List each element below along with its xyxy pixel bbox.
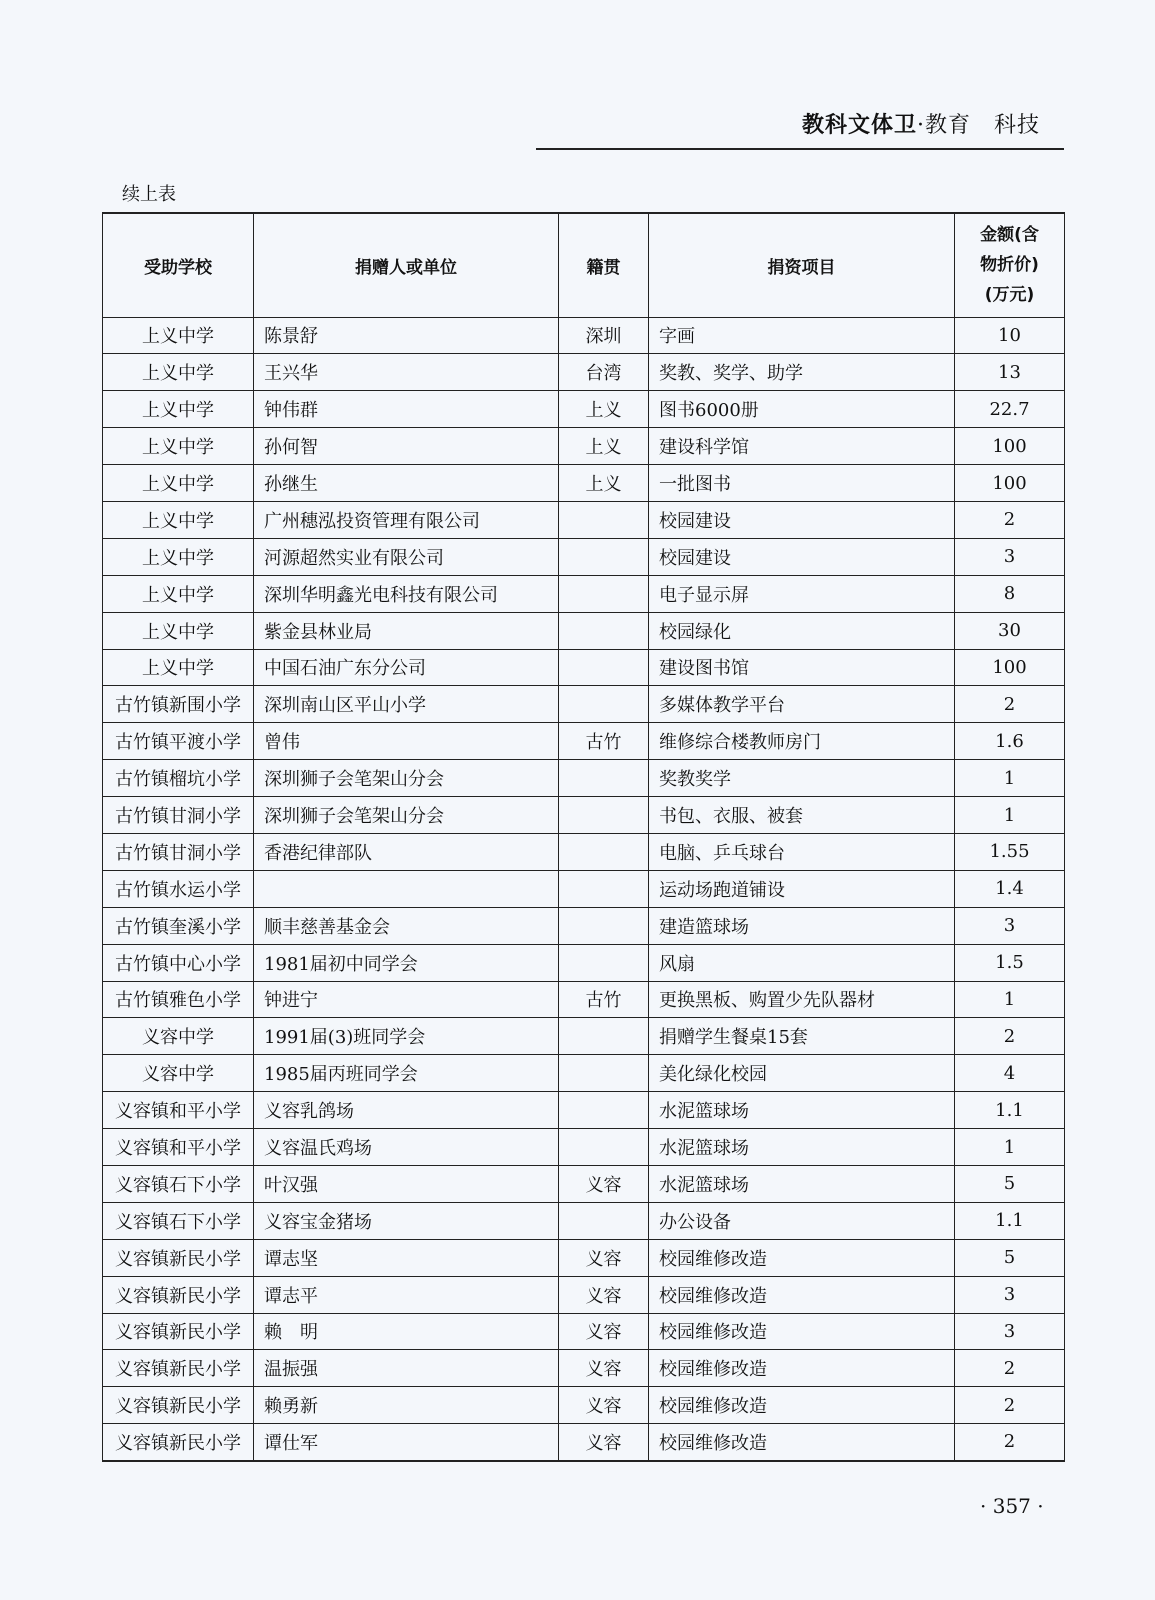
- cell-donor: 深圳狮子会笔架山分会: [254, 797, 559, 834]
- cell-donor: 中国石油广东分公司: [254, 649, 559, 686]
- cell-donor: 香港纪律部队: [254, 833, 559, 870]
- cell-amount: 1.55: [955, 833, 1065, 870]
- table-row: [103, 1424, 1065, 1461]
- cell-school: 上义中学: [103, 428, 254, 465]
- cell-origin: 义容: [559, 1387, 649, 1424]
- table-row: [103, 1239, 1065, 1276]
- cell-project: 美化绿化校园: [649, 1055, 955, 1092]
- cell-amount: 2: [955, 501, 1065, 538]
- cell-origin: [559, 501, 649, 538]
- cell-donor: 钟伟群: [254, 391, 559, 428]
- cell-project: 电脑、乒乓球台: [649, 833, 955, 870]
- cell-school: 上义中学: [103, 575, 254, 612]
- cell-school: 古竹镇甘洞小学: [103, 833, 254, 870]
- table-row: [103, 1350, 1065, 1387]
- table-row: [103, 1202, 1065, 1239]
- cell-donor: 谭仕军: [254, 1424, 559, 1461]
- cell-project: 捐赠学生餐桌15套: [649, 1018, 955, 1055]
- cell-origin: [559, 944, 649, 981]
- cell-school: 义容中学: [103, 1055, 254, 1092]
- cell-amount: 1.1: [955, 1092, 1065, 1129]
- header-separator: ·: [916, 113, 925, 138]
- cell-amount: 2: [955, 1424, 1065, 1461]
- cell-amount: 2: [955, 1018, 1065, 1055]
- cell-amount: 22.7: [955, 391, 1065, 428]
- table-row: [103, 1092, 1065, 1129]
- cell-school: 上义中学: [103, 501, 254, 538]
- cell-origin: 古竹: [559, 723, 649, 760]
- cell-origin: 深圳: [559, 317, 649, 354]
- cell-project: 校园维修改造: [649, 1239, 955, 1276]
- cell-project: 建设科学馆: [649, 428, 955, 465]
- cell-school: 义容镇新民小学: [103, 1387, 254, 1424]
- cell-amount: 3: [955, 538, 1065, 575]
- cell-donor: 孙何智: [254, 428, 559, 465]
- cell-project: 电子显示屏: [649, 575, 955, 612]
- cell-school: 上义中学: [103, 538, 254, 575]
- cell-donor: 赖勇新: [254, 1387, 559, 1424]
- cell-origin: [559, 1055, 649, 1092]
- cell-project: 风扇: [649, 944, 955, 981]
- cell-origin: 义容: [559, 1276, 649, 1313]
- cell-amount: 10: [955, 317, 1065, 354]
- cell-donor: 叶汉强: [254, 1165, 559, 1202]
- table-row: [103, 575, 1065, 612]
- table-row: [103, 1129, 1065, 1166]
- cell-school: 上义中学: [103, 649, 254, 686]
- cell-project: 运动场跑道铺设: [649, 870, 955, 907]
- table-row: [103, 833, 1065, 870]
- table-row: [103, 1313, 1065, 1350]
- cell-school: 上义中学: [103, 391, 254, 428]
- page-number: · 357 ·: [980, 1494, 1044, 1518]
- cell-donor: 顺丰慈善基金会: [254, 907, 559, 944]
- amount-header-line: (万元): [984, 285, 1035, 306]
- cell-project: 校园绿化: [649, 612, 955, 649]
- header-section: 教科文体卫: [801, 113, 917, 138]
- cell-origin: [559, 1092, 649, 1129]
- cell-school: 上义中学: [103, 465, 254, 502]
- cell-origin: [559, 870, 649, 907]
- continued-label: 续上表: [122, 184, 176, 205]
- cell-project: 校园维修改造: [649, 1313, 955, 1350]
- cell-amount: 100: [955, 649, 1065, 686]
- cell-amount: 30: [955, 612, 1065, 649]
- cell-project: 办公设备: [649, 1202, 955, 1239]
- cell-donor: [254, 870, 559, 907]
- amount-header-line: 物折价): [980, 255, 1039, 276]
- cell-school: 上义中学: [103, 317, 254, 354]
- cell-amount: 1: [955, 1129, 1065, 1166]
- cell-donor: 广州穗泓投资管理有限公司: [254, 501, 559, 538]
- cell-school: 义容镇石下小学: [103, 1202, 254, 1239]
- cell-origin: [559, 612, 649, 649]
- table-row: [103, 649, 1065, 686]
- cell-donor: 义容温氏鸡场: [254, 1129, 559, 1166]
- cell-origin: 义容: [559, 1165, 649, 1202]
- cell-donor: 义容宝金猪场: [254, 1202, 559, 1239]
- table-row: [103, 1018, 1065, 1055]
- cell-project: 建造篮球场: [649, 907, 955, 944]
- donation-table: [102, 212, 1065, 1462]
- cell-amount: 1.6: [955, 723, 1065, 760]
- cell-origin: [559, 1018, 649, 1055]
- cell-donor: 孙继生: [254, 465, 559, 502]
- cell-project: 校园维修改造: [649, 1350, 955, 1387]
- cell-amount: 100: [955, 465, 1065, 502]
- cell-origin: 上义: [559, 465, 649, 502]
- cell-origin: 上义: [559, 391, 649, 428]
- cell-origin: 义容: [559, 1239, 649, 1276]
- cell-origin: [559, 575, 649, 612]
- column-header-donor: 捐赠人或单位: [254, 213, 559, 317]
- cell-amount: 5: [955, 1165, 1065, 1202]
- cell-origin: 义容: [559, 1350, 649, 1387]
- table-row: [103, 428, 1065, 465]
- cell-school: 古竹镇甘洞小学: [103, 797, 254, 834]
- cell-donor: 谭志坚: [254, 1239, 559, 1276]
- cell-school: 上义中学: [103, 354, 254, 391]
- table-row: [103, 501, 1065, 538]
- cell-school: 古竹镇水运小学: [103, 870, 254, 907]
- cell-donor: 温振强: [254, 1350, 559, 1387]
- cell-school: 义容镇新民小学: [103, 1424, 254, 1461]
- cell-project: 建设图书馆: [649, 649, 955, 686]
- cell-donor: 王兴华: [254, 354, 559, 391]
- table-row: [103, 612, 1065, 649]
- header-subsection: 教育 科技: [924, 113, 1040, 138]
- cell-amount: 1: [955, 981, 1065, 1018]
- cell-school: 古竹镇榴坑小学: [103, 760, 254, 797]
- cell-origin: [559, 1129, 649, 1166]
- cell-school: 义容中学: [103, 1018, 254, 1055]
- cell-project: 校园维修改造: [649, 1424, 955, 1461]
- cell-origin: 台湾: [559, 354, 649, 391]
- cell-project: 一批图书: [649, 465, 955, 502]
- cell-project: 水泥篮球场: [649, 1129, 955, 1166]
- column-header-amount: [955, 213, 1065, 317]
- cell-school: 古竹镇平渡小学: [103, 723, 254, 760]
- table-row: [103, 1387, 1065, 1424]
- cell-donor: 曾伟: [254, 723, 559, 760]
- header-title: [802, 108, 1040, 139]
- cell-school: 古竹镇雅色小学: [103, 981, 254, 1018]
- table-row: [103, 944, 1065, 981]
- cell-project: 水泥篮球场: [649, 1165, 955, 1202]
- cell-donor: 谭志平: [254, 1276, 559, 1313]
- cell-project: 校园维修改造: [649, 1387, 955, 1424]
- cell-origin: 上义: [559, 428, 649, 465]
- cell-donor: 义容乳鸽场: [254, 1092, 559, 1129]
- cell-origin: [559, 686, 649, 723]
- table-row: [103, 1165, 1065, 1202]
- cell-school: 古竹镇中心小学: [103, 944, 254, 981]
- cell-amount: 1.5: [955, 944, 1065, 981]
- column-header-origin: 籍贯: [559, 213, 649, 317]
- cell-school: 古竹镇新围小学: [103, 686, 254, 723]
- cell-amount: 2: [955, 1387, 1065, 1424]
- table-row: [103, 686, 1065, 723]
- cell-school: 义容镇石下小学: [103, 1165, 254, 1202]
- cell-school: 义容镇和平小学: [103, 1092, 254, 1129]
- cell-donor: 1981届初中同学会: [254, 944, 559, 981]
- table-row: [103, 870, 1065, 907]
- cell-school: 义容镇新民小学: [103, 1350, 254, 1387]
- cell-donor: 紫金县林业局: [254, 612, 559, 649]
- table-row: [103, 723, 1065, 760]
- cell-amount: 3: [955, 1313, 1065, 1350]
- table-body: [103, 317, 1065, 1461]
- cell-project: 校园维修改造: [649, 1276, 955, 1313]
- table-row: [103, 907, 1065, 944]
- cell-amount: 100: [955, 428, 1065, 465]
- cell-amount: 13: [955, 354, 1065, 391]
- cell-amount: 1.1: [955, 1202, 1065, 1239]
- cell-project: 水泥篮球场: [649, 1092, 955, 1129]
- cell-school: 古竹镇奎溪小学: [103, 907, 254, 944]
- cell-amount: 2: [955, 686, 1065, 723]
- table-row: [103, 1276, 1065, 1313]
- cell-donor: 钟进宁: [254, 981, 559, 1018]
- cell-origin: [559, 760, 649, 797]
- cell-project: 维修综合楼教师房门: [649, 723, 955, 760]
- cell-project: 奖教、奖学、助学: [649, 354, 955, 391]
- cell-project: 书包、衣服、被套: [649, 797, 955, 834]
- cell-project: 校园建设: [649, 538, 955, 575]
- cell-donor: 陈景舒: [254, 317, 559, 354]
- cell-amount: 8: [955, 575, 1065, 612]
- cell-origin: [559, 907, 649, 944]
- table-row: [103, 354, 1065, 391]
- cell-school: 义容镇新民小学: [103, 1313, 254, 1350]
- cell-school: 义容镇和平小学: [103, 1129, 254, 1166]
- cell-school: 义容镇新民小学: [103, 1276, 254, 1313]
- cell-origin: [559, 649, 649, 686]
- cell-amount: 1.4: [955, 870, 1065, 907]
- table-row: [103, 981, 1065, 1018]
- cell-donor: 河源超然实业有限公司: [254, 538, 559, 575]
- cell-amount: 1: [955, 760, 1065, 797]
- cell-amount: 2: [955, 1350, 1065, 1387]
- table-row: [103, 465, 1065, 502]
- amount-header-line: 金额(含: [980, 225, 1039, 246]
- cell-amount: 5: [955, 1239, 1065, 1276]
- cell-donor: 深圳南山区平山小学: [254, 686, 559, 723]
- cell-origin: 古竹: [559, 981, 649, 1018]
- cell-amount: 1: [955, 797, 1065, 834]
- cell-project: 图书6000册: [649, 391, 955, 428]
- cell-school: 上义中学: [103, 612, 254, 649]
- cell-amount: 4: [955, 1055, 1065, 1092]
- table-row: [103, 1055, 1065, 1092]
- cell-project: 字画: [649, 317, 955, 354]
- table-row: [103, 797, 1065, 834]
- cell-donor: 赖 明: [254, 1313, 559, 1350]
- table-row: [103, 760, 1065, 797]
- column-header-project: 捐资项目: [649, 213, 955, 317]
- cell-origin: [559, 1202, 649, 1239]
- table-row: [103, 538, 1065, 575]
- cell-amount: 3: [955, 907, 1065, 944]
- cell-amount: 3: [955, 1276, 1065, 1313]
- column-header-school: 受助学校: [103, 213, 254, 317]
- cell-project: 奖教奖学: [649, 760, 955, 797]
- cell-donor: 1985届丙班同学会: [254, 1055, 559, 1092]
- running-header: [536, 104, 1064, 150]
- cell-donor: 深圳华明鑫光电科技有限公司: [254, 575, 559, 612]
- table-row: [103, 391, 1065, 428]
- cell-project: 多媒体教学平台: [649, 686, 955, 723]
- cell-origin: [559, 538, 649, 575]
- cell-origin: 义容: [559, 1424, 649, 1461]
- cell-origin: 义容: [559, 1313, 649, 1350]
- cell-donor: 深圳狮子会笔架山分会: [254, 760, 559, 797]
- cell-project: 更换黑板、购置少先队器材: [649, 981, 955, 1018]
- cell-donor: 1991届(3)班同学会: [254, 1018, 559, 1055]
- cell-project: 校园建设: [649, 501, 955, 538]
- cell-origin: [559, 833, 649, 870]
- cell-school: 义容镇新民小学: [103, 1239, 254, 1276]
- table-row: [103, 317, 1065, 354]
- cell-origin: [559, 797, 649, 834]
- table-header-row: [103, 213, 1065, 317]
